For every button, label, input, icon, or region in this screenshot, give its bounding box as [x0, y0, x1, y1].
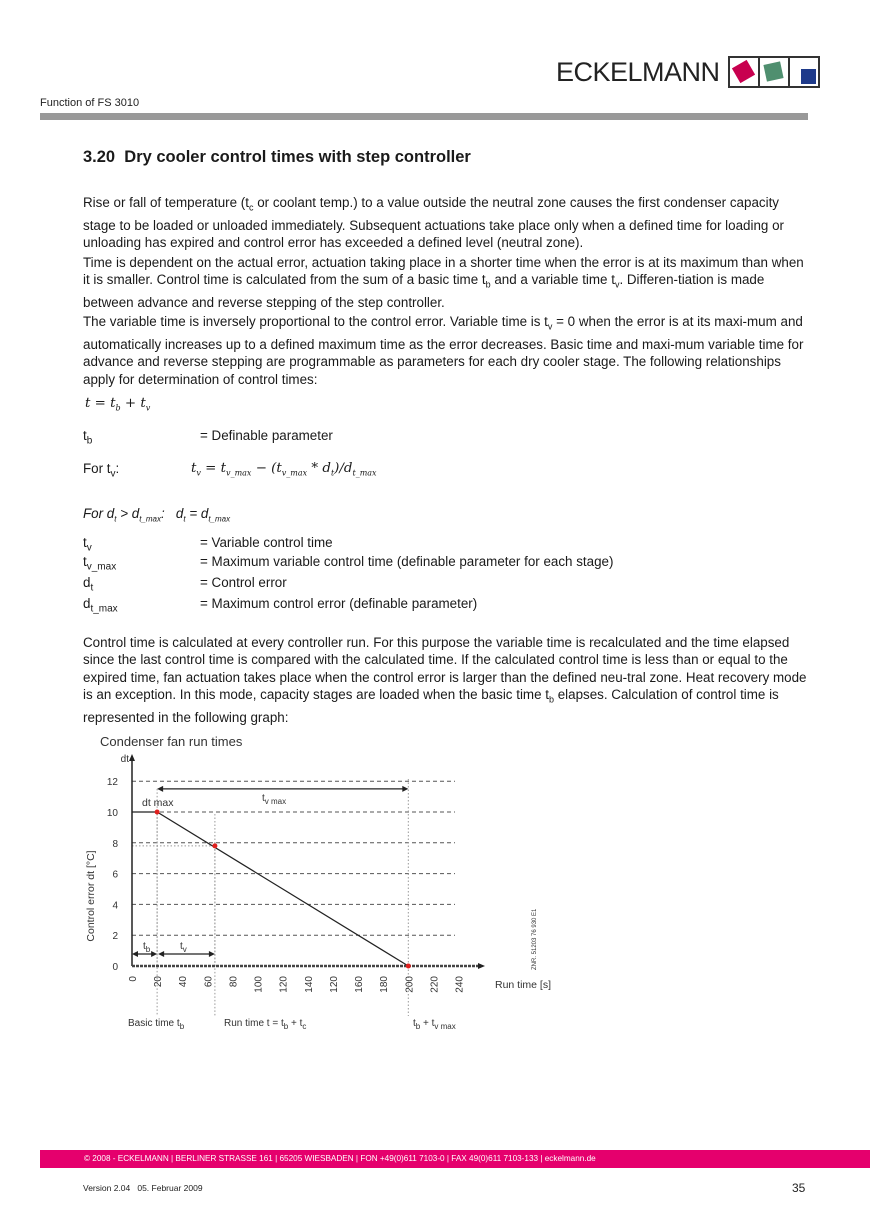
x-tick-label: 140 — [303, 976, 315, 993]
definition-description: = Maximum variable control time (definable parameter for each stage) — [200, 554, 614, 569]
symbol-tb: $t_b$ — [83, 428, 93, 447]
desc-tb: = Definable parameter — [200, 428, 333, 443]
definition-description: = Variable control time — [200, 535, 333, 550]
x-tick-label: 100 — [253, 976, 265, 993]
section-heading: 3.20 Dry cooler control times with step controller — [83, 148, 471, 166]
definition-symbol: $t_{v\_max}$ — [83, 554, 117, 573]
formula-tv: $t_v = t_{v\_max} - (t_{v\_max} * d_t)/d_{t\_max}$ — [191, 461, 377, 478]
y-axis-arrow — [129, 754, 135, 761]
tv-arrow-head-right — [209, 951, 215, 957]
y-tick-label: 8 — [112, 838, 118, 850]
x-tick-label: 240 — [454, 976, 466, 993]
drawing-number: ZNR. 51203 76 930 E1 — [532, 908, 538, 970]
definition-description: = Maximum control error (definable parameter) — [200, 596, 478, 611]
tv-max-arrow-head-left — [157, 786, 163, 792]
x-tick-label: 20 — [153, 976, 165, 988]
footer-contact-bar: © 2008 - ECKELMANN | BERLINER STRASSE 161 | 65205 WIESBADEN | FON +49(0)611 7103-0 | FAX 49(0)611 7103-133 | eckelmann.de — [40, 1150, 870, 1168]
y-tick-label: 6 — [112, 869, 118, 881]
y-tick-label: 4 — [112, 900, 118, 912]
tb-label: tb — [143, 941, 151, 954]
y-axis-top-label: dt — [120, 754, 129, 765]
chart-title: Condenser fan run times — [100, 734, 243, 749]
tv-max-arrow-head-right — [402, 786, 408, 792]
dt-condition-text: For $d_t > d_{t\_max}$: $d_t = d_{t\_max}$ — [83, 506, 231, 524]
data-point-marker — [212, 843, 217, 848]
label-for-tv: For $t_v$: — [83, 461, 120, 480]
x-tick-label: 220 — [429, 976, 441, 993]
condenser-fan-chart — [70, 728, 560, 1038]
x-tick-label: 120 — [328, 976, 340, 993]
tb-arrow-head-right — [151, 951, 157, 957]
formula-dt-condition — [83, 506, 230, 524]
x-axis-label: Run time [s] — [495, 979, 552, 991]
definition-description: = Control error — [200, 575, 287, 590]
run-time-label: Run time t = tb + tc — [224, 1018, 307, 1031]
footer-version: Version 2.04 05. Februar 2009 — [83, 1183, 203, 1193]
logo-red-square — [731, 60, 754, 83]
paragraph-3: The variable time is inversely proportional to the control error. Variable time is $t_v = 0$ when the error is at its maxi-mum and automatically increases up to a defined maximum time as the error decreases. Basic time and maxi-mum variable time for advance and reverse stepping are programmable as parameters for each dry cooler stage. The following relationships apply for determination of control times: — [83, 314, 804, 387]
x-tick-label: 180 — [379, 976, 391, 993]
basic-time-label: Basic time tb — [128, 1018, 185, 1031]
logo-green-square — [763, 61, 783, 81]
x-tick-label: 0 — [128, 976, 139, 982]
formula-total-time: $t = t_b + t_v$ — [85, 396, 151, 413]
company-logo — [556, 56, 820, 88]
logo-blue-square — [801, 69, 816, 84]
x-axis-arrow — [478, 963, 485, 969]
data-point-marker — [155, 810, 160, 815]
page-number: 35 — [792, 1181, 806, 1195]
y-tick-label: 10 — [106, 808, 118, 819]
paragraph-4: Control time is calculated at every controller run. For this purpose the variable time is recalculated and the time elapsed since the last control time is compared with the calculated time. If the calculated control time is less than or equal to the expired time, fan actuation takes place when the control error is larger than the defined neu-tral zone. Heat recovery mode is an exception. In this mode, capacity stages are loaded when the basic time $t_b$ elapses. Calculation of control time is represented in the following graph: — [83, 635, 807, 725]
definition-symbol: $d_t$ — [83, 575, 94, 594]
dt-max-label: dt max — [142, 797, 174, 809]
x-tick-label: 120 — [278, 976, 290, 993]
definition-symbol: $t_v$ — [83, 535, 92, 554]
y-tick-label: 0 — [112, 962, 118, 973]
y-tick-label: 2 — [112, 931, 118, 943]
logo-mark — [728, 56, 820, 88]
tv-arrow-head-left — [158, 951, 164, 957]
x-tick-label: 160 — [354, 976, 366, 993]
tb-arrow-head-left — [132, 951, 138, 957]
x-tick-label: 60 — [203, 976, 215, 988]
tb-plus-tvmax-label: tb + tv max — [413, 1018, 456, 1031]
data-point-marker — [406, 964, 411, 969]
paragraph-1: Rise or fall of temperature ($t_c$ or coolant temp.) to a value outside the neutral zone causes the first condenser capacity stage to be loaded or unloaded immediately. Subsequent actuations take place only when a defined time for loading or unloading has expired and control error has exceeded a defined level (neutral zone). — [83, 195, 784, 251]
brand-name: ECKELMANN — [556, 56, 720, 87]
tv-max-label: tv max — [262, 792, 287, 806]
x-tick-label: 40 — [178, 976, 190, 988]
y-tick-label: 12 — [106, 777, 118, 789]
x-tick-label: 200 — [404, 976, 416, 993]
y-axis-label: Control error dt [°C] — [85, 850, 97, 942]
header-divider — [40, 113, 808, 120]
x-tick-label: 80 — [228, 976, 240, 988]
series-line — [132, 812, 408, 966]
paragraph-2: Time is dependent on the actual error, actuation taking place in a shorter time when the error is at its maximum than when it is smaller. Control time is calculated from the sum of a basic time $t_b$ and a variable time $t_v$. Differen-tiation is made between advance and reverse stepping of the step controller. — [83, 255, 804, 311]
definition-symbol: $d_{t\_max}$ — [83, 596, 118, 615]
running-header: Function of FS 3010 — [40, 97, 140, 109]
tv-label: tv — [180, 941, 187, 954]
